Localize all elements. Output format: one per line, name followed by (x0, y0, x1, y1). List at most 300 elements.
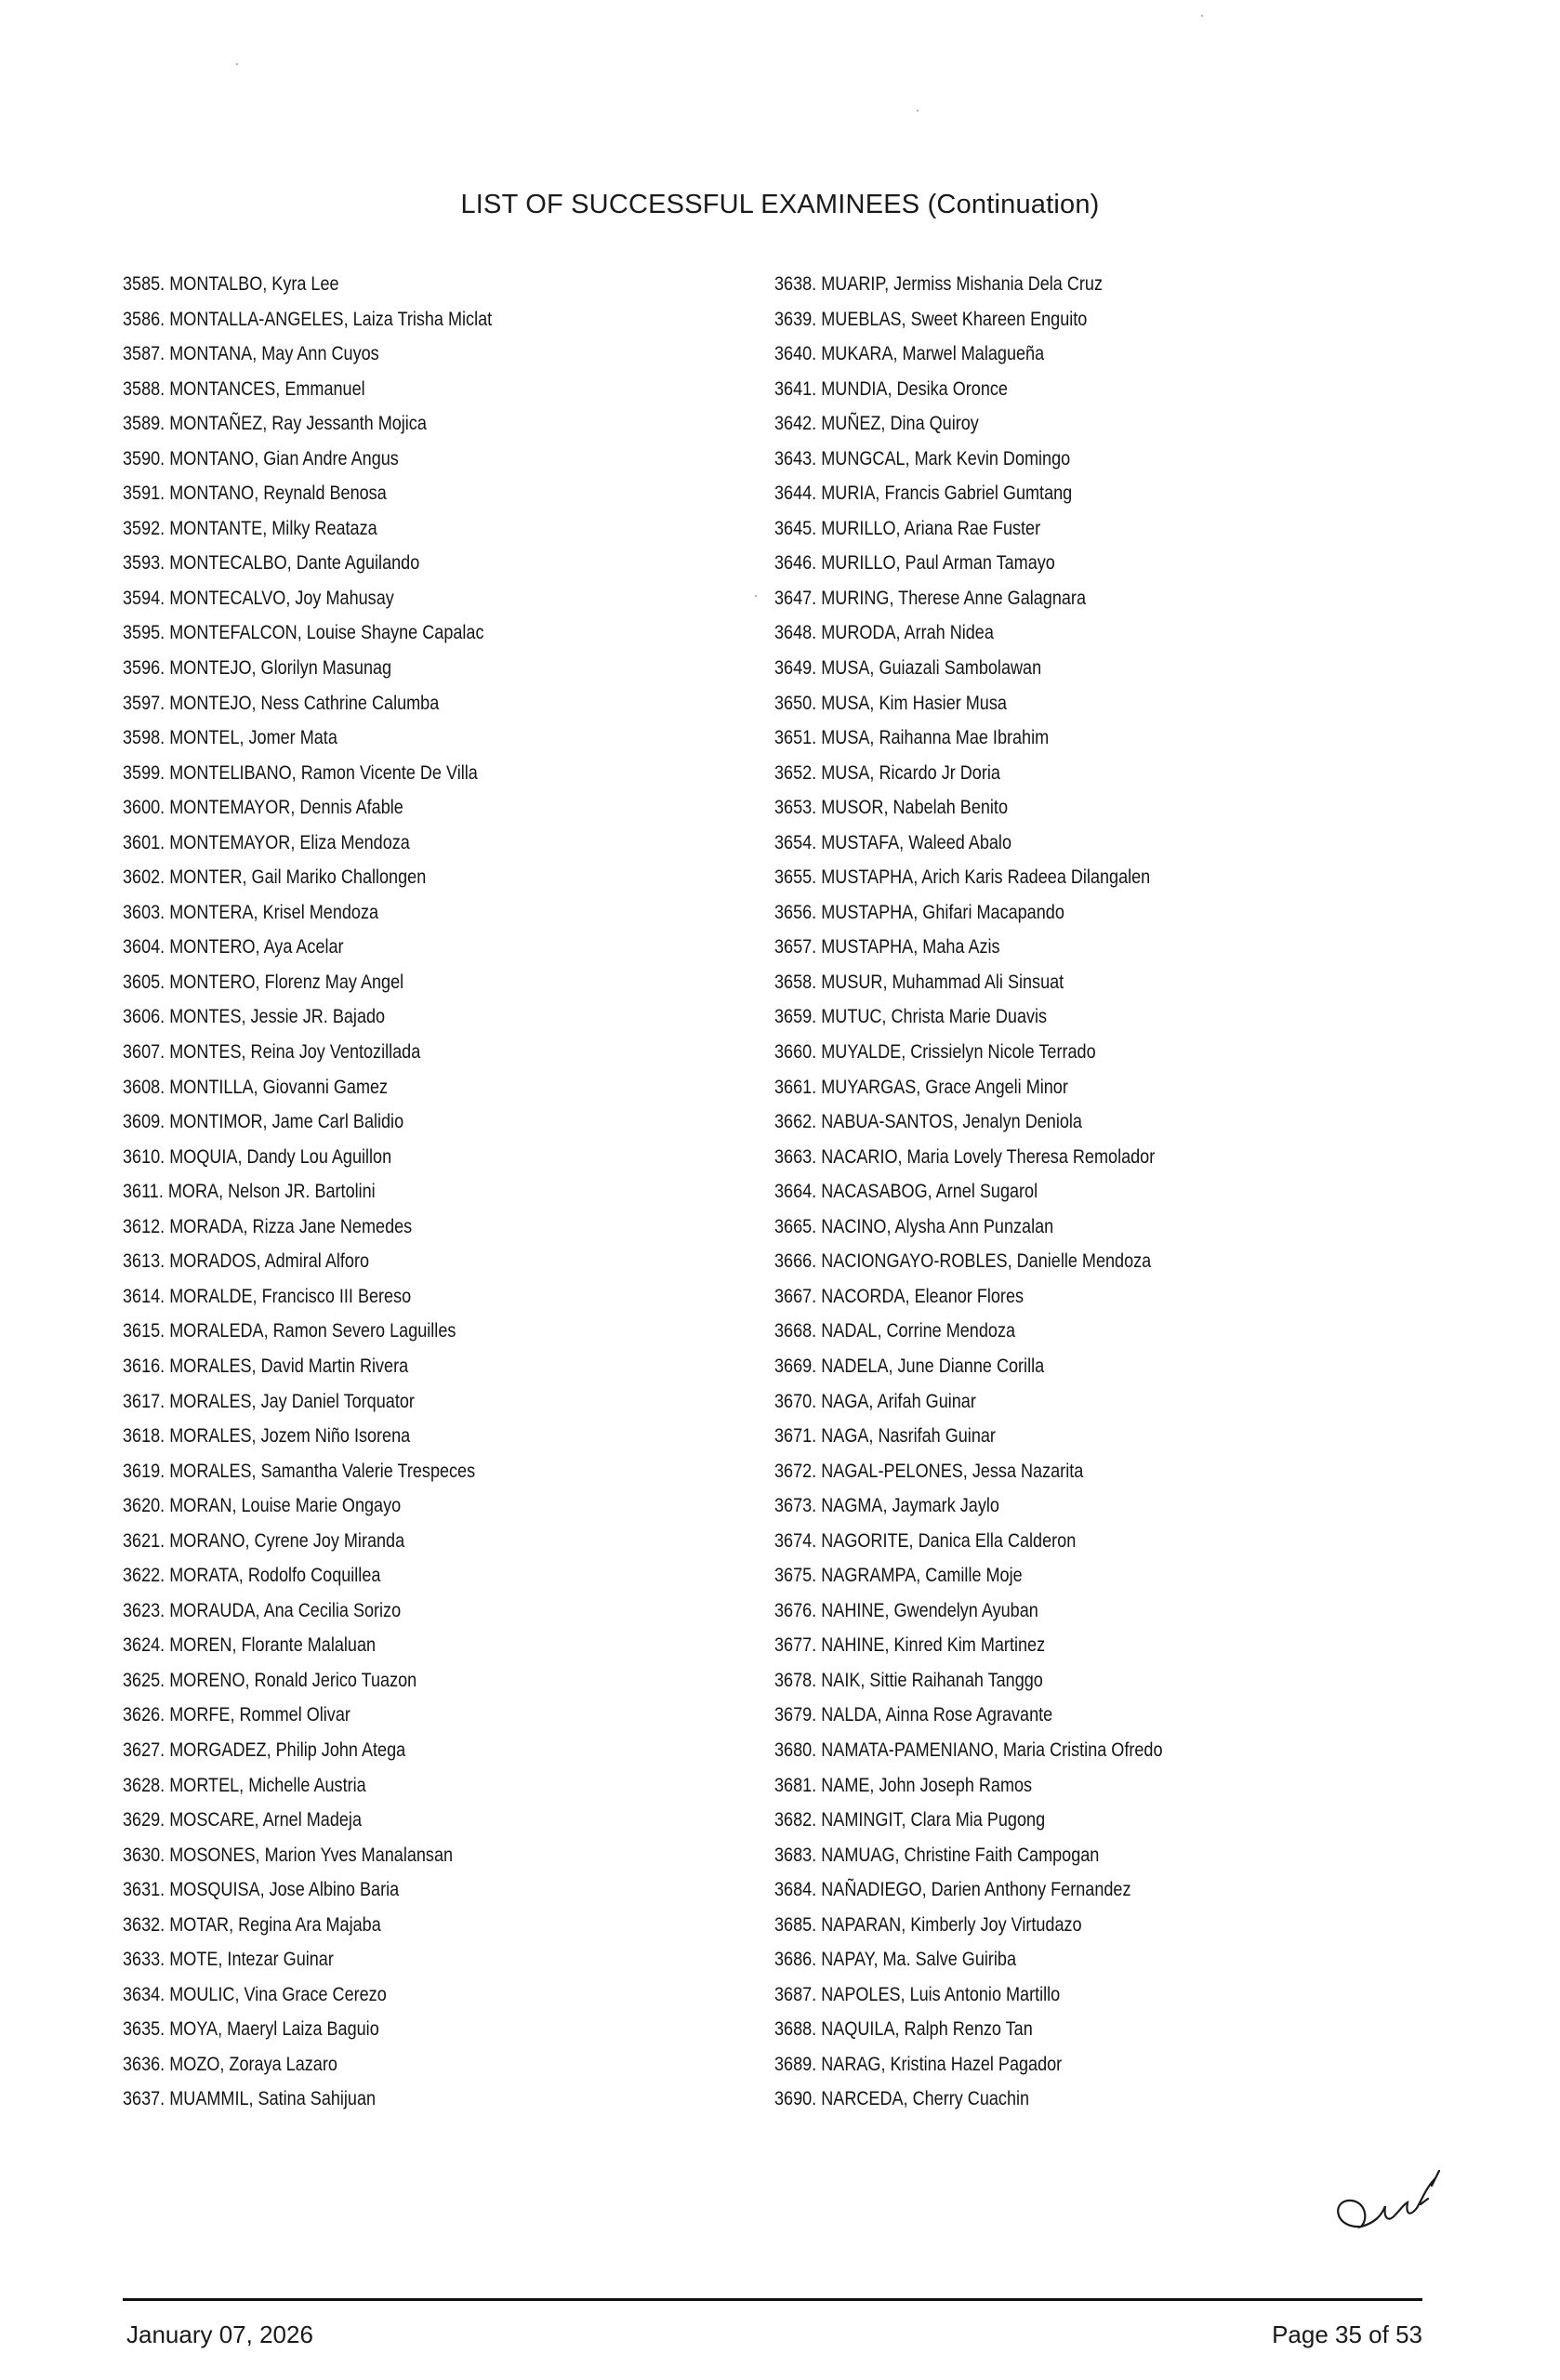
examinee-entry (123, 1843, 492, 1878)
entry-number: 3624. (123, 1634, 165, 1657)
examinee-name: MUSA, Kim Hasier Musa (821, 692, 1007, 714)
examinee-entry (123, 2016, 492, 2052)
examinee-name: MUSUR, Muhammad Ali Sinsuat (821, 971, 1064, 993)
entry-number: 3592. (123, 517, 165, 539)
examinee-entry (774, 1633, 1163, 1668)
entry-number: 3595. (123, 622, 165, 644)
examinee-entry (774, 1702, 1163, 1738)
examinee-name: MONTERO, Florenz May Angel (169, 971, 404, 993)
entry-number: 3690. (774, 2088, 817, 2110)
examinee-name: MONTEL, Jomer Mata (169, 727, 337, 749)
entry-number: 3634. (123, 1983, 165, 2005)
examinee-entry (123, 1633, 492, 1668)
examinee-entry (123, 795, 492, 830)
examinee-name: MONTANTE, Milky Reataza (169, 517, 377, 539)
signature-mark (1324, 2162, 1454, 2254)
entry-number: 3609. (123, 1111, 165, 1133)
footer-page-number: Page 35 of 53 (1272, 2320, 1422, 2348)
entry-number: 3672. (774, 1460, 817, 1482)
entry-number: 3612. (123, 1215, 165, 1237)
entry-number: 3662. (774, 1111, 817, 1133)
examinee-entry (774, 2052, 1163, 2087)
examinee-name: MUNGCAL, Mark Kevin Domingo (821, 447, 1071, 469)
entry-number: 3641. (774, 377, 817, 400)
entry-number: 3635. (123, 2018, 165, 2041)
examinee-entry (774, 341, 1163, 377)
examinee-entry (123, 377, 492, 412)
examinee-name: MUTUC, Christa Marie Duavis (821, 1006, 1048, 1028)
entry-number: 3677. (774, 1634, 817, 1657)
scan-speck (755, 595, 757, 597)
entry-number: 3637. (123, 2088, 165, 2110)
entry-number: 3644. (774, 483, 817, 505)
entry-number: 3649. (774, 657, 817, 680)
examinee-entry (123, 1144, 492, 1180)
examinee-name: MOULIC, Vina Grace Cerezo (169, 1983, 387, 2005)
examinee-name: NAMINGIT, Clara Mia Pugong (821, 1809, 1046, 1831)
entry-number: 3622. (123, 1565, 165, 1587)
examinee-entry (123, 1563, 492, 1598)
examinee-entry (123, 586, 492, 621)
examinee-entry (774, 307, 1163, 342)
examinee-name: MONTEJO, Ness Cathrine Calumba (169, 692, 440, 714)
entry-number: 3615. (123, 1320, 165, 1342)
examinee-name: MONTES, Jessie JR. Bajado (169, 1006, 386, 1028)
examinee-entry (123, 1877, 492, 1912)
examinee-name: MONTAÑEZ, Ray Jessanth Mojica (169, 413, 427, 435)
examinee-entry (774, 1389, 1163, 1424)
examinee-entry (123, 1668, 492, 1703)
examinee-name: MONTECALVO, Joy Mahusay (169, 587, 394, 609)
examinee-name: MOQUIA, Dandy Lou Aguillon (169, 1145, 392, 1168)
examinee-name: MORALES, Samantha Valerie Trespeces (169, 1460, 476, 1482)
entry-number: 3631. (123, 1879, 165, 1901)
entry-number: 3591. (123, 483, 165, 505)
examinee-name: NACASABOG, Arnel Sugarol (821, 1181, 1038, 1203)
examinee-entry (774, 271, 1163, 307)
entry-number: 3614. (123, 1285, 165, 1307)
examinee-name: MOTAR, Regina Ara Majaba (169, 1913, 381, 1936)
entry-number: 3650. (774, 692, 817, 714)
examinee-name: MUYARGAS, Grace Angeli Minor (821, 1076, 1068, 1098)
entry-number: 3617. (123, 1390, 165, 1412)
examinee-name: NAME, John Joseph Ramos (821, 1774, 1033, 1796)
examinee-name: MOYA, Maeryl Laiza Baguio (169, 2018, 379, 2041)
examinee-name: NABUA-SANTOS, Jenalyn Deniola (821, 1111, 1082, 1133)
entry-number: 3684. (774, 1879, 817, 1901)
examinee-entry (123, 1109, 492, 1144)
entry-number: 3685. (774, 1913, 817, 1936)
entry-number: 3585. (123, 273, 165, 295)
scan-speck (1201, 15, 1203, 17)
examinee-entry (123, 725, 492, 760)
examinee-name: NADELA, June Dianne Corilla (821, 1355, 1045, 1377)
examinee-name: MUSOR, Nabelah Benito (821, 797, 1008, 819)
entry-number: 3640. (774, 343, 817, 365)
entry-number: 3665. (774, 1215, 817, 1237)
examinee-entry (774, 970, 1163, 1005)
examinee-name: NAHINE, Kinred Kim Martinez (821, 1634, 1046, 1657)
examinee-name: MORENO, Ronald Jerico Tuazon (169, 1669, 417, 1691)
examinee-name: MOTE, Intezar Guinar (169, 1949, 334, 1971)
entry-number: 3689. (774, 2053, 817, 2075)
examinee-entry (123, 271, 492, 307)
examinee-name: MUNDIA, Desika Oronce (821, 377, 1008, 400)
examinee-name: MONTEMAYOR, Eliza Mendoza (169, 831, 410, 853)
examinee-entry (774, 1179, 1163, 1214)
entry-number: 3682. (774, 1809, 817, 1831)
examinee-entry (123, 760, 492, 796)
entry-number: 3676. (774, 1599, 817, 1621)
entry-number: 3603. (123, 901, 165, 923)
examinee-name: NAPAY, Ma. Salve Guiriba (821, 1949, 1017, 1971)
examinee-name: MORANO, Cyrene Joy Miranda (169, 1529, 405, 1552)
examinee-entry (774, 1598, 1163, 1633)
examinee-entry (123, 446, 492, 482)
entry-number: 3618. (123, 1425, 165, 1448)
examinee-name: MONTERA, Krisel Mendoza (169, 901, 379, 923)
examinee-name: MUARIP, Jermiss Mishania Dela Cruz (821, 273, 1103, 295)
entry-number: 3655. (774, 866, 817, 889)
examinee-name: NAHINE, Gwendelyn Ayuban (821, 1599, 1038, 1621)
examinee-entry (123, 1493, 492, 1528)
examinee-entry (123, 900, 492, 935)
examinee-name: MUSA, Guiazali Sambolawan (821, 657, 1042, 680)
entry-number: 3636. (123, 2053, 165, 2075)
examinee-name: NAGA, Arifah Guinar (821, 1390, 976, 1412)
examinee-name: MONTILLA, Giovanni Gamez (169, 1076, 389, 1098)
examinee-name: MUSA, Raihanna Mae Ibrahim (821, 727, 1050, 749)
examinee-entry (774, 2016, 1163, 2052)
examinee-name: NARAG, Kristina Hazel Pagador (821, 2053, 1063, 2075)
entry-number: 3597. (123, 692, 165, 714)
entry-number: 3675. (774, 1565, 817, 1587)
examinee-name: MORALES, Jozem Niño Isorena (169, 1425, 411, 1448)
examinee-entry (774, 1738, 1163, 1773)
examinee-name: MORGADEZ, Philip John Atega (169, 1739, 406, 1761)
examinee-name: NAPARAN, Kimberly Joy Virtudazo (821, 1913, 1082, 1936)
examinee-name: MORA, Nelson JR. Bartolini (167, 1181, 376, 1203)
examinee-name: NACORDA, Eleanor Flores (821, 1285, 1025, 1307)
entry-number: 3646. (774, 552, 817, 575)
examinee-entry (123, 341, 492, 377)
examinee-entry (123, 691, 492, 726)
examinee-name: MURING, Therese Anne Galagnara (821, 587, 1086, 609)
examinee-entry (123, 934, 492, 970)
examinee-entry (123, 1179, 492, 1214)
examinee-entry (774, 865, 1163, 900)
examinee-entry (774, 516, 1163, 551)
examinee-entry (123, 1249, 492, 1284)
examinee-entry (123, 1389, 492, 1424)
entry-number: 3629. (123, 1809, 165, 1831)
entry-number: 3586. (123, 308, 165, 330)
entry-number: 3657. (774, 936, 817, 959)
examinee-name: MUSTAFA, Waleed Abalo (821, 831, 1012, 853)
examinee-name: NAGA, Nasrifah Guinar (821, 1425, 996, 1448)
entry-number: 3596. (123, 657, 165, 680)
examinee-name: MUEBLAS, Sweet Khareen Enguito (821, 308, 1088, 330)
examinee-entry (774, 1912, 1163, 1948)
entry-number: 3661. (774, 1076, 817, 1098)
examinee-name: MUKARA, Marwel Malagueña (821, 343, 1045, 365)
examinee-name: MORFE, Rommel Olivar (169, 1704, 350, 1726)
entry-number: 3620. (123, 1495, 165, 1517)
examinee-entry (774, 1284, 1163, 1319)
entry-number: 3656. (774, 901, 817, 923)
examinee-entry (774, 1668, 1163, 1703)
examinee-entry (123, 411, 492, 446)
entry-number: 3668. (774, 1320, 817, 1342)
footer-date: January 07, 2026 (126, 2320, 313, 2348)
examinee-name: MOSQUISA, Jose Albino Baria (169, 1879, 400, 1901)
examinee-entry (123, 2086, 492, 2122)
examinee-entry (123, 1004, 492, 1039)
entry-number: 3674. (774, 1529, 817, 1552)
examinee-name: MORALES, David Martin Rivera (169, 1355, 409, 1377)
entry-number: 3632. (123, 1913, 165, 1936)
entry-number: 3666. (774, 1250, 817, 1273)
examinee-name: MONTER, Gail Mariko Challongen (169, 866, 427, 889)
examinee-name: MUSTAPHA, Arich Karis Radeea Dilangalen (821, 866, 1151, 889)
examinee-entry (123, 1982, 492, 2017)
examinee-entry (774, 1947, 1163, 1982)
examinee-entry (774, 2086, 1163, 2122)
examinee-name: NACIONGAYO-ROBLES, Danielle Mendoza (821, 1250, 1152, 1273)
footer-rule (123, 2298, 1422, 2301)
entry-number: 3589. (123, 413, 165, 435)
examinee-name: MONTERO, Aya Acelar (169, 936, 344, 959)
examinee-entry (123, 1598, 492, 1633)
examinee-name: MURODA, Arrah Nidea (821, 622, 994, 644)
examinee-entry (123, 1912, 492, 1948)
examinee-entry (123, 1738, 492, 1773)
entry-number: 3599. (123, 761, 165, 784)
examinee-name: MORTEL, Michelle Austria (169, 1774, 366, 1796)
entry-number: 3653. (774, 797, 817, 819)
examinee-entry (123, 1214, 492, 1250)
examinee-list-left (123, 271, 552, 2122)
examinee-entry (123, 481, 492, 516)
examinee-entry (123, 620, 492, 655)
examinee-list-right (774, 271, 1225, 2122)
entry-number: 3626. (123, 1704, 165, 1726)
examinee-entry (123, 1423, 492, 1459)
examinee-name: MORAUDA, Ana Cecilia Sorizo (169, 1599, 402, 1621)
entry-number: 3687. (774, 1983, 817, 2005)
entry-number: 3605. (123, 971, 165, 993)
examinee-name: MORADA, Rizza Jane Nemedes (169, 1215, 413, 1237)
entry-number: 3610. (123, 1145, 165, 1168)
examinee-entry (774, 830, 1163, 866)
entry-number: 3619. (123, 1460, 165, 1482)
examinee-entry (123, 830, 492, 866)
examinee-name: MONTALLA-ANGELES, Laiza Trisha Miclat (169, 308, 493, 330)
examinee-name: MUSTAPHA, Ghifari Macapando (821, 901, 1064, 923)
entry-number: 3663. (774, 1145, 817, 1168)
examinee-entry (123, 865, 492, 900)
entry-number: 3679. (774, 1704, 817, 1726)
examinee-name: NAQUILA, Ralph Renzo Tan (821, 2018, 1033, 2041)
examinee-name: MONTECALBO, Dante Aguilando (169, 552, 420, 575)
examinee-name: NAÑADIEGO, Darien Anthony Fernandez (821, 1879, 1131, 1901)
examinee-entry (774, 446, 1163, 482)
entry-number: 3613. (123, 1250, 165, 1273)
examinee-entry (774, 725, 1163, 760)
examinee-name: MUAMMIL, Satina Sahijuan (169, 2088, 377, 2110)
entry-number: 3658. (774, 971, 817, 993)
entry-number: 3659. (774, 1006, 817, 1028)
examinee-entry (774, 550, 1163, 586)
page-title: LIST OF SUCCESSFUL EXAMINEES (Continuation) (460, 190, 1100, 219)
examinee-entry (774, 655, 1163, 691)
examinee-entry (774, 1773, 1163, 1808)
entry-number: 3652. (774, 761, 817, 784)
entry-number: 3588. (123, 377, 165, 400)
entry-number: 3678. (774, 1669, 817, 1691)
examinee-entry (774, 1004, 1163, 1039)
entry-number: 3669. (774, 1355, 817, 1377)
entry-number: 3651. (774, 727, 817, 749)
entry-number: 3680. (774, 1739, 817, 1761)
examinee-entry (774, 1109, 1163, 1144)
entry-number: 3683. (774, 1844, 817, 1866)
examinee-name: NAGRAMPA, Camille Moje (821, 1565, 1023, 1587)
entry-number: 3608. (123, 1076, 165, 1098)
examinee-name: NAGORITE, Danica Ella Calderon (821, 1529, 1077, 1552)
entry-number: 3594. (123, 587, 165, 609)
examinee-name: NAPOLES, Luis Antonio Martillo (821, 1983, 1061, 2005)
examinee-entry (774, 1144, 1163, 1180)
examinee-entry (123, 1318, 492, 1354)
examinee-entry (774, 1807, 1163, 1843)
examinee-name: MOZO, Zoraya Lazaro (169, 2053, 337, 2075)
entry-number: 3627. (123, 1739, 165, 1761)
entry-number: 3647. (774, 587, 817, 609)
examinee-entry (774, 795, 1163, 830)
examinee-entry (774, 1528, 1163, 1564)
examinee-name: MORAN, Louise Marie Ongayo (169, 1495, 402, 1517)
entry-number: 3667. (774, 1285, 817, 1307)
examinee-name: MONTELIBANO, Ramon Vicente De Villa (169, 761, 478, 784)
entry-number: 3660. (774, 1041, 817, 1064)
examinee-name: NALDA, Ainna Rose Agravante (821, 1704, 1053, 1726)
examinee-entry (123, 1284, 492, 1319)
entry-number: 3607. (123, 1041, 165, 1064)
examinee-entry (123, 1459, 492, 1494)
examinee-entry (123, 655, 492, 691)
examinee-name: NACARIO, Maria Lovely Theresa Remolador (821, 1145, 1156, 1168)
examinee-name: NAMUAG, Christine Faith Campogan (821, 1844, 1100, 1866)
examinee-name: MONTEJO, Glorilyn Masunag (169, 657, 392, 680)
entry-number: 3639. (774, 308, 817, 330)
entry-number: 3688. (774, 2018, 817, 2041)
examinee-entry (123, 1039, 492, 1075)
examinee-name: MONTES, Reina Joy Ventozillada (169, 1041, 421, 1064)
examinee-entry (774, 1563, 1163, 1598)
examinee-name: MONTIMOR, Jame Carl Balidio (169, 1111, 404, 1133)
examinee-entry (774, 481, 1163, 516)
examinee-entry (774, 1423, 1163, 1459)
entry-number: 3681. (774, 1774, 817, 1796)
examinee-entry (123, 1807, 492, 1843)
examinee-entry (774, 934, 1163, 970)
entry-number: 3638. (774, 273, 817, 295)
examinee-entry (123, 516, 492, 551)
entry-number: 3590. (123, 447, 165, 469)
examinee-entry (774, 760, 1163, 796)
examinee-entry (774, 1214, 1163, 1250)
entry-number: 3625. (123, 1669, 165, 1691)
examinee-name: NAGAL-PELONES, Jessa Nazarita (821, 1460, 1084, 1482)
examinee-name: MONTALBO, Kyra Lee (169, 273, 339, 295)
examinee-entry (774, 900, 1163, 935)
examinee-name: MURIA, Francis Gabriel Gumtang (821, 483, 1073, 505)
examinee-entry (123, 1702, 492, 1738)
examinee-entry (774, 377, 1163, 412)
examinee-name: MONTANA, May Ann Cuyos (169, 343, 379, 365)
examinee-name: MONTEMAYOR, Dennis Afable (169, 797, 403, 819)
examinee-name: NAMATA-PAMENIANO, Maria Cristina Ofredo (821, 1739, 1163, 1761)
examinee-entry (774, 1493, 1163, 1528)
examinee-entry (123, 1528, 492, 1564)
examinee-name: MORALEDA, Ramon Severo Laguilles (169, 1320, 456, 1342)
examinee-entry (774, 1982, 1163, 2017)
entry-number: 3648. (774, 622, 817, 644)
examinee-entry (774, 1039, 1163, 1075)
entry-number: 3600. (123, 797, 165, 819)
examinee-name: MONTANO, Gian Andre Angus (169, 447, 399, 469)
examinee-entry (123, 307, 492, 342)
examinee-name: MUÑEZ, Dina Quiroy (821, 413, 979, 435)
examinee-entry (774, 1459, 1163, 1494)
examinee-name: MONTANCES, Emmanuel (169, 377, 365, 400)
entry-number: 3604. (123, 936, 165, 959)
examinee-entry (774, 1877, 1163, 1912)
examinee-entry (123, 1075, 492, 1110)
examinee-name: NAGMA, Jaymark Jaylo (821, 1495, 999, 1517)
entry-number: 3606. (123, 1006, 165, 1028)
entry-number: 3630. (123, 1844, 165, 1866)
examinee-entry (774, 1354, 1163, 1389)
examinee-entry (123, 1947, 492, 1982)
examinee-entry (774, 411, 1163, 446)
entry-number: 3654. (774, 831, 817, 853)
examinee-name: MOSCARE, Arnel Madeja (169, 1809, 363, 1831)
examinee-name: MONTEFALCON, Louise Shayne Capalac (169, 622, 484, 644)
examinee-name: MOREN, Florante Malaluan (169, 1634, 377, 1657)
entry-number: 3670. (774, 1390, 817, 1412)
entry-number: 3633. (123, 1949, 165, 1971)
entry-number: 3673. (774, 1495, 817, 1517)
examinee-name: NAIK, Sittie Raihanah Tanggo (821, 1669, 1043, 1691)
examinee-entry (123, 2052, 492, 2087)
entry-number: 3616. (123, 1355, 165, 1377)
entry-number: 3628. (123, 1774, 165, 1796)
examinee-name: MUSTAPHA, Maha Azis (821, 936, 1000, 959)
entry-number: 3621. (123, 1529, 165, 1552)
entry-number: 3601. (123, 831, 165, 853)
entry-number: 3642. (774, 413, 817, 435)
examinee-entry (123, 970, 492, 1005)
scan-speck (917, 110, 919, 112)
entry-number: 3587. (123, 343, 165, 365)
entry-number: 3598. (123, 727, 165, 749)
entry-number: 3611. (123, 1181, 164, 1203)
examinee-entry (774, 1075, 1163, 1110)
examinee-name: MURILLO, Ariana Rae Fuster (821, 517, 1041, 539)
entry-number: 3664. (774, 1181, 817, 1203)
